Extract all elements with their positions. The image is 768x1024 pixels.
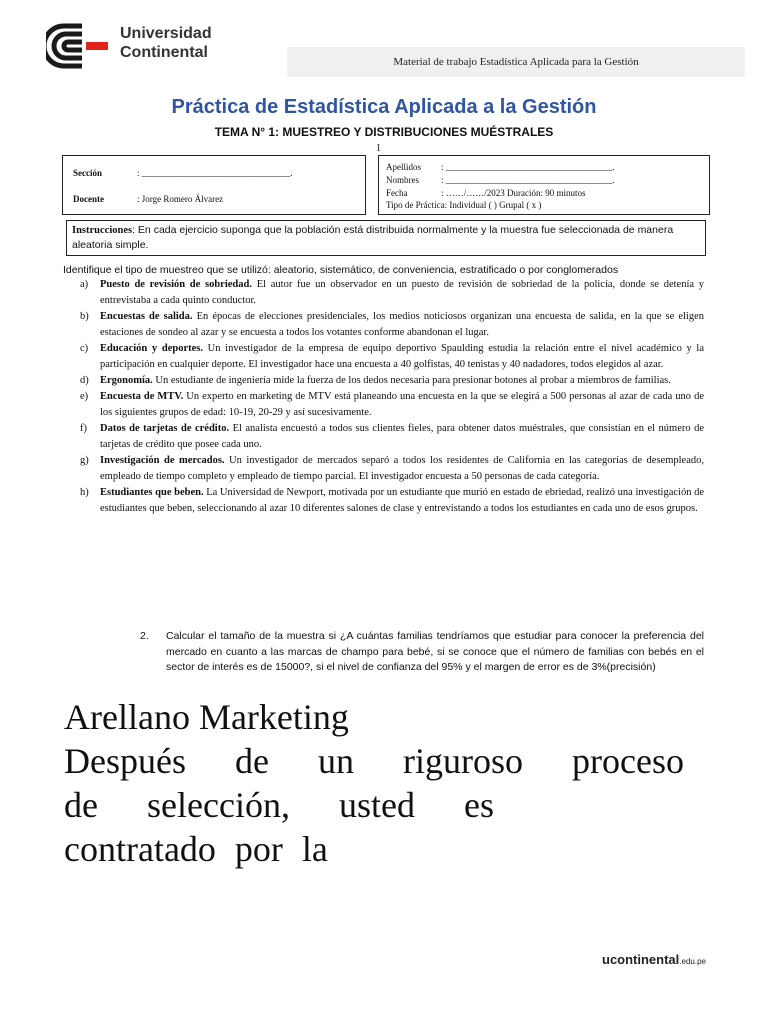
item-title: Encuesta de MTV. [100, 391, 184, 402]
tipo-practica: Tipo de Práctica: Individual ( ) Grupal ( x ) [386, 200, 542, 210]
footer-domain: .edu.pe [679, 957, 706, 966]
nombres-label: Nombres [386, 175, 419, 185]
large-text-line4: contratado por la [64, 829, 328, 869]
item-marker: b) [80, 311, 89, 322]
list-item [80, 277, 704, 309]
info-box-left [62, 155, 366, 215]
apellidos-value: : _____________________________________. [441, 162, 615, 172]
instructions-box [66, 220, 706, 256]
question-list [80, 277, 704, 517]
list-item [80, 485, 704, 517]
material-header: Material de trabajo Estadística Aplicada para la Gestión [287, 47, 745, 77]
page-title: Práctica de Estadística Aplicada a la Gestión [171, 96, 597, 118]
item-marker: f) [80, 423, 87, 434]
info-box-right [378, 155, 710, 215]
item-text: Un experto en marketing de MTV está planeando una encuesta en la que se elegirá a 500 personas al azar de cada uno de los siguientes grupos de edad: 10-19, 20-29 y así sucesivamente. [100, 391, 705, 418]
page-subtitle: TEMA N° 1: MUESTREO Y DISTRIBUCIONES MUÉSTRALES [214, 125, 554, 139]
page-number: 1 [376, 143, 381, 154]
question-2 [140, 629, 704, 676]
item-marker: d) [80, 375, 89, 386]
item-title: Encuestas de salida. [100, 311, 193, 322]
large-text-line1: Arellano Marketing [64, 697, 349, 737]
item-title: Ergonomía. [100, 375, 153, 386]
logo-line1: Universidad [120, 25, 212, 42]
question-2-number: 2. [140, 630, 149, 642]
docente-label: Docente [73, 194, 104, 204]
item-marker: h) [80, 487, 89, 498]
list-item [80, 373, 704, 389]
list-item [80, 389, 704, 421]
item-title: Puesto de revisión de sobriedad. [100, 279, 252, 290]
question-intro: Identifique el tipo de muestreo que se utilizó: aleatorio, sistemático, de conveniencia, estratificado o por conglomerados [63, 264, 619, 276]
item-text: Un investigador de la empresa de equipo deportivo Spaulding estudia la relación entre el nivel académico y la participación en cualquier deporte. El investigador hace una encuesta a 40 golfistas, 40 tenistas y 40 nadadores, todos elegidos al azar. [100, 343, 704, 370]
item-text: El analista encuestó a todos sus clientes fieles, para obtener datos muéstrales, que consistían en el número de tarjetas de crédito que posee cada uno. [100, 423, 704, 450]
seccion-value: : _________________________________. [137, 168, 293, 178]
docente-value: : Jorge Romero Álvarez [137, 194, 224, 204]
apellidos-label: Apellidos [386, 162, 421, 172]
large-text-block [64, 695, 684, 871]
list-item [80, 341, 704, 373]
item-marker: a) [80, 279, 89, 290]
large-text-line3: de selección, usted es [64, 785, 494, 825]
item-marker: c) [80, 343, 89, 354]
instructions-label: Instrucciones [72, 225, 133, 236]
item-text: Un estudiante de ingeniería mide la fuerza de los dedos necesaria para presionar botones al probar a miembros de familias. [152, 375, 671, 386]
instructions-text: : En cada ejercicio suponga que la población está distribuida normalmente y la muestra fue seleccionada de manera aleatoria simple. [72, 224, 674, 251]
item-text: El autor fue un observador en un puesto de revisión de sobriedad de la policía, donde se detenía y entrevistaba a cada quinto conductor. [100, 279, 705, 306]
question-2-text: Calcular el tamaño de la muestra si ¿A cuántas familias tendríamos que estudiar para conocer la preferencia del mercado en cuanto a las marcas de champo para bebé, si se conoce que el número de familias con bebés en el sector de interés es de 15000?, si el nivel de confianza del 95% y el margen de error es de 3%(precisión) [166, 630, 704, 673]
nombres-value: : _____________________________________. [441, 175, 615, 185]
fecha-value: : ……/……/2023 Duración: 90 minutos [441, 188, 586, 198]
logo-text [120, 24, 212, 62]
list-item [80, 453, 704, 485]
logo-line2: Continental [120, 44, 208, 61]
item-marker: e) [80, 391, 89, 402]
item-marker: g) [80, 455, 89, 466]
list-item [80, 309, 704, 341]
fecha-label: Fecha [386, 188, 408, 198]
large-text-line2: Después de un riguroso proceso [64, 741, 684, 781]
item-text: La Universidad de Newport, motivada por un estudiante que murió en estado de ebriedad, realizó una investigación de estudiantes que beben, seleccionando al azar 10 diferentes salones de clase y entrevistando a todos los estudiantes en cada uno de esos grupos. [100, 487, 704, 514]
list-item [80, 421, 704, 453]
item-title: Datos de tarjetas de crédito. [100, 423, 230, 434]
item-title: Investigación de mercados. [100, 455, 225, 466]
item-text: Un investigador de mercados separó a todos los residentes de California en las categorías de desempleado, empleado de tiempo completo y empleado de tiempo parcial. El investigador encuesta a 50 personas de cada categoría. [100, 455, 704, 482]
footer-brand-name: ucontinental [602, 952, 680, 967]
item-text: En épocas de elecciones presidenciales, los medios noticiosos organizan una encuesta de salida, en la que se eligen estaciones de sondeo al azar y se encuesta a todos los votantes conforme abandonan el lugar. [100, 311, 705, 338]
item-title: Educación y deportes. [100, 343, 203, 354]
footer-brand [602, 952, 706, 967]
seccion-label: Sección [73, 168, 102, 178]
item-title: Estudiantes que beben. [100, 487, 204, 498]
